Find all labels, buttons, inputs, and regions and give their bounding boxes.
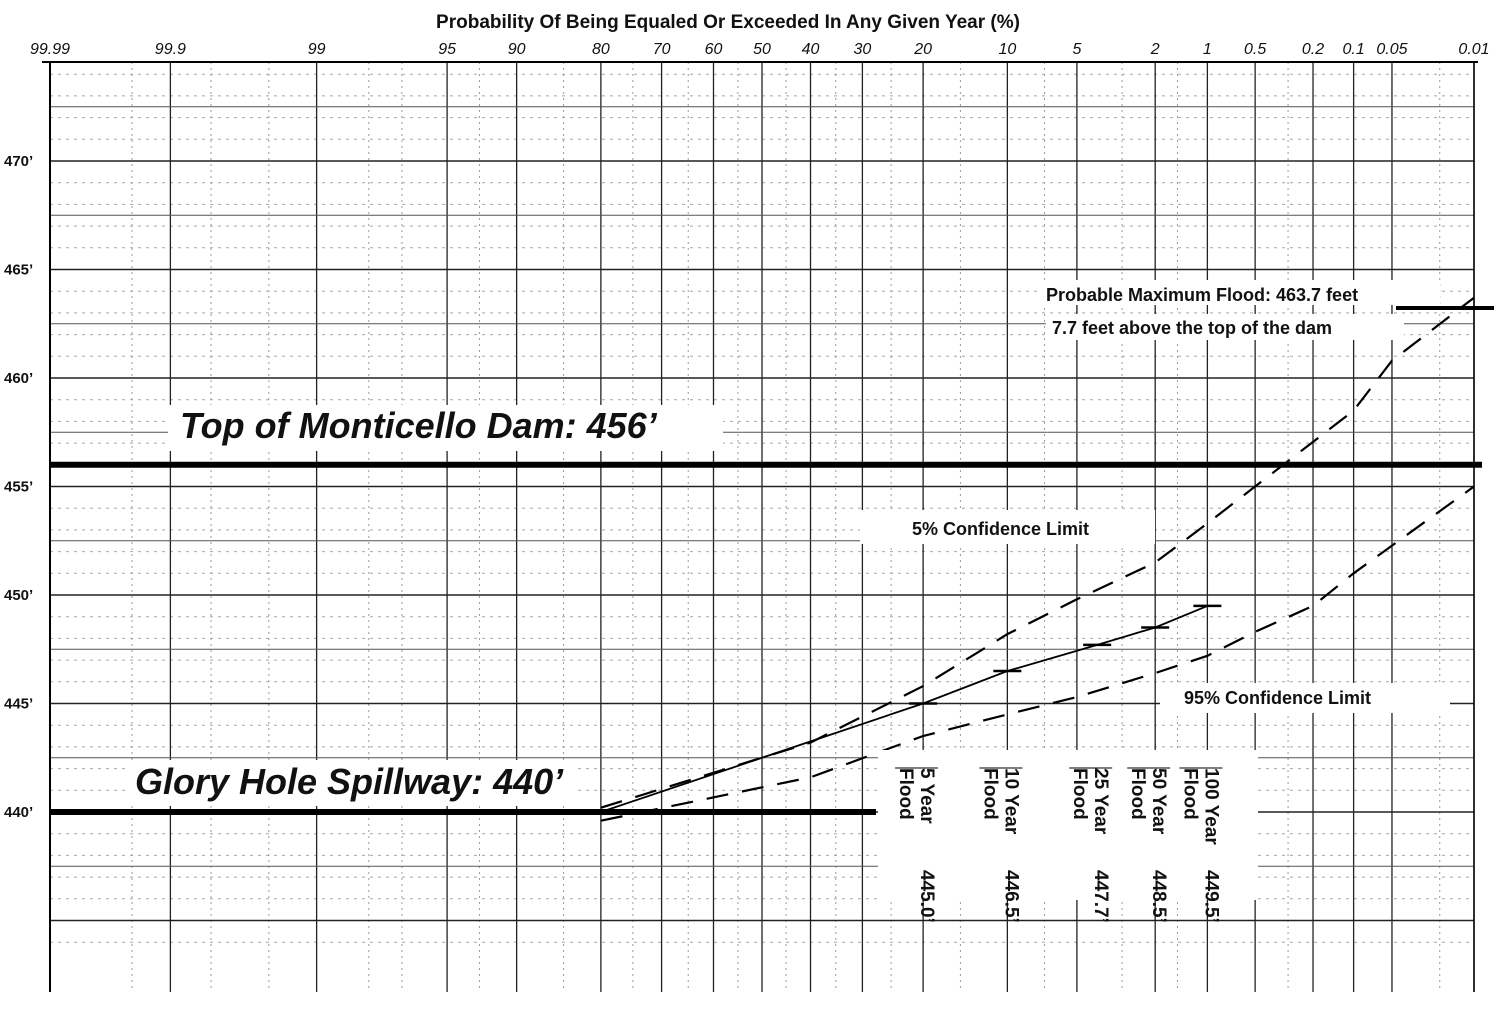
x-tick-label: 70 [652, 41, 671, 58]
y-tick-label: 470’ [4, 153, 34, 170]
flood-label-line-1: 5 Year [916, 768, 938, 824]
x-tick-label: 60 [704, 41, 723, 58]
y-tick-labels [4, 153, 33, 821]
flood-label-line-1: 10 Year [1000, 768, 1022, 835]
flood-label-line-1: 100 Year [1200, 768, 1222, 845]
lower-limit-label: 95% Confidence Limit [1184, 688, 1372, 708]
upper-limit-label: 5% Confidence Limit [912, 519, 1090, 539]
flood-value: 446.5’ [1000, 870, 1022, 923]
y-tick-label: 465’ [4, 261, 34, 279]
flood-value: 449.5’ [1200, 870, 1222, 923]
flood-labels [878, 750, 1258, 923]
flood-value: 447.7’ [1090, 870, 1112, 923]
y-tick-label: 455’ [4, 478, 34, 496]
x-tick-label: 95 [438, 41, 456, 58]
x-tick-label: 20 [914, 41, 933, 58]
x-tick-label: 0.2 [1301, 41, 1325, 58]
x-tick-label: 99.99 [29, 41, 71, 58]
flood-label-line-2: Flood [895, 768, 917, 820]
x-tick-label: 99 [307, 41, 326, 58]
plot-frame [42, 62, 1478, 992]
x-tick-label: 0.5 [1244, 41, 1267, 58]
x-tick-label: 0.01 [1458, 41, 1490, 58]
y-tick-label: 450’ [4, 587, 34, 604]
x-tick-label: 50 [753, 41, 771, 58]
x-tick-label: 80 [591, 41, 610, 58]
flood-label-line-1: 50 Year [1148, 768, 1170, 835]
dam-label: Top of Monticello Dam: 456’ [180, 405, 657, 446]
x-tick-label: 10 [998, 41, 1017, 58]
x-tick-label: 40 [801, 41, 820, 58]
flood-label-line-1: 25 Year [1090, 768, 1112, 835]
y-tick-label: 445’ [4, 695, 34, 713]
flood-value: 448.5’ [1148, 870, 1170, 923]
x-tick-label: 1 [1202, 41, 1212, 58]
x-tick-labels [30, 41, 1490, 58]
flood-label-line-2: Flood [1069, 768, 1091, 820]
pmf-line-2: 7.7 feet above the top of the dam [1052, 318, 1333, 338]
x-tick-label: 0.1 [1342, 41, 1365, 58]
chart-title: Probability Of Being Equaled Or Exceeded In Any Given Year (%) [436, 12, 1020, 33]
y-tick-label: 440’ [4, 804, 34, 821]
flood-label-line-2: Flood [1127, 768, 1149, 820]
x-tick-label: 90 [507, 41, 526, 58]
spillway-label: Glory Hole Spillway: 440’ [135, 761, 564, 802]
x-tick-label: 0.05 [1376, 41, 1408, 58]
flood-value: 445.0’ [916, 870, 938, 923]
x-tick-label: 30 [853, 41, 872, 58]
y-tick-label: 460’ [4, 370, 34, 387]
x-tick-label: 5 [1072, 41, 1082, 58]
flood-label-line-2: Flood [979, 768, 1001, 820]
pmf-line-1: Probable Maximum Flood: 463.7 feet [1046, 285, 1359, 305]
x-tick-label: 99.9 [154, 41, 186, 58]
confidence-limit-line [601, 298, 1474, 808]
x-tick-label: 2 [1150, 41, 1160, 58]
flood-label-line-2: Flood [1179, 768, 1201, 820]
series-layer [601, 298, 1474, 821]
major-grid [50, 62, 1474, 992]
